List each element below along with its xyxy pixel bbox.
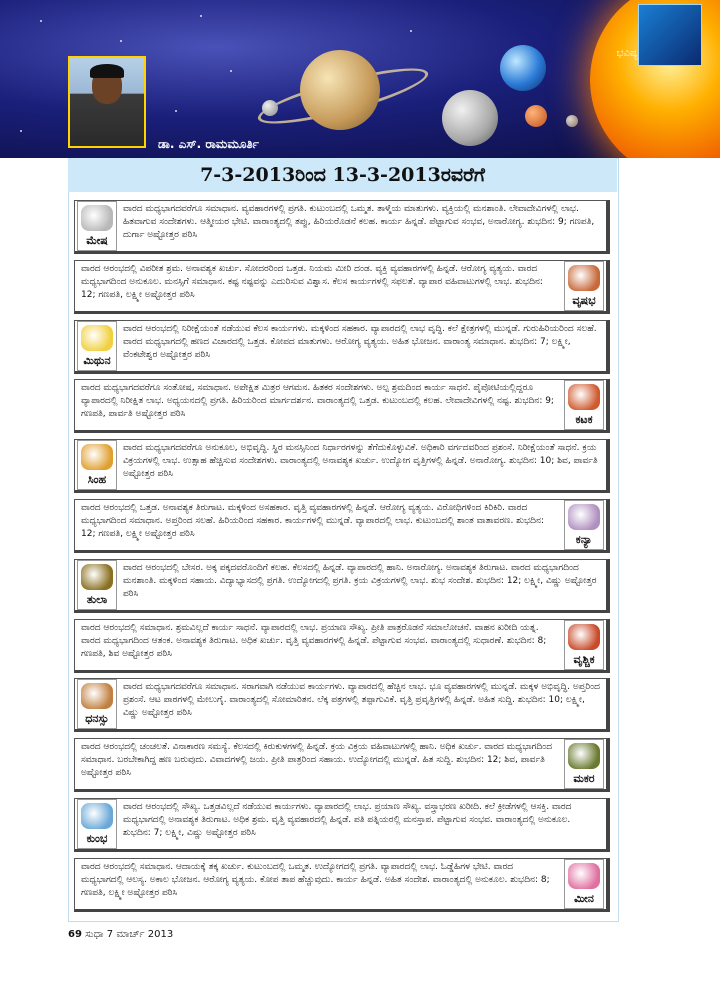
page-title: 7-3-2013ರಿಂದ 13-3-2013ರವರೆಗೆ bbox=[68, 158, 617, 192]
sign-icon-box bbox=[77, 679, 117, 729]
sign-forecast: ವಾರದ ಆರಂಭದಲ್ಲಿ ಚಂಚಲತೆ. ವಿನಾಕಾರಣ ಸಮಸ್ಯೆ. ಕೆಲಸದಲ್ಲಿ ಕಿರುಕುಳಗಳಲ್ಲಿ ಹಿನ್ನಡೆ. ಕ್ರಯ ವಿಕ್ರಯ ವಹಿವಾಟುಗಳಲ್ಲಿ ಹಾನಿ. ಅಧಿಕ ಖರ್ಚು. ವಾರದ ಮಧ್ಯಭಾಗದಿಂದ ಸಮಾಧಾನ. ಬರಬೇಕಾಗಿದ್ದ ಹಣ ಬರುವುದು. ವಿವಾದಗಳಲ್ಲಿ ಜಯ. ಪ್ರೀತಿ ಪಾತ್ರರಿಂದ ಸಹಾಯ. ಉದ್ಯೋಗದಲ್ಲಿ ಮುನ್ನಡೆ. ಹಿತ ಸುದ್ದಿ. ಶುಭದಿನ: 12; ಶಿವ, ಪಾರ್ವತಿ ಅಷ್ಟೋತ್ತರ ಪಠಿಸಿ bbox=[81, 742, 553, 779]
author-name: ಡಾ. ಎಸ್. ರಾಮಮೂರ್ತಿ bbox=[158, 137, 259, 151]
mars-planet bbox=[525, 105, 547, 127]
sign-name: ಮಿಥುನ bbox=[83, 353, 111, 367]
bull-icon bbox=[568, 265, 600, 291]
header-banner bbox=[0, 0, 720, 158]
star bbox=[200, 15, 202, 17]
sign-icon-box bbox=[564, 620, 604, 670]
avatar bbox=[70, 58, 144, 146]
star bbox=[230, 70, 232, 72]
horoscope-row bbox=[74, 559, 610, 613]
sign-icon-box bbox=[77, 201, 117, 251]
page-footer bbox=[68, 929, 173, 940]
star bbox=[410, 30, 412, 32]
sign-forecast: ವಾರದ ಆರಂಭದಲ್ಲಿ ವಿಪರೀತ ಶ್ರಮ. ಅನಾವಶ್ಯಕ ಖರ್ಚು. ಸೋದರರಿಂದ ಒತ್ತಡ. ನಿಯಮ ಮೀರಿ ದಂಡ. ವ್ಯಕ್ತಿ ವ್ಯವಹಾರಗಳಲ್ಲಿ ಹಿನ್ನಡೆ. ಆರೋಗ್ಯ ವ್ಯತ್ಯಯ. ವಾರದ ಮಧ್ಯಭಾಗದಿಂದ ಅನುಕೂಲ. ಮನಸ್ಸಿಗೆ ಸಮಾಧಾನ. ಕಷ್ಟ ನಷ್ಟವನ್ನು ಎದುರಿಸುವ ವಿಶ್ವಾಸ. ಕೆಲಸ ಕಾರ್ಯಗಳಲ್ಲಿ ಸಫಲತೆ. ವ್ಯಾಪಾರ ವಹಿವಾಟುಗಳಲ್ಲಿ ಲಾಭ. ಶುಭದಿನ: 12; ಗಣಪತಿ, ಲಕ್ಷ್ಮೀ ಅಷ್ಟೋತ್ತರ ಪಠಿಸಿ bbox=[81, 263, 543, 300]
star bbox=[20, 130, 22, 132]
sign-forecast: ವಾರದ ಮಧ್ಯಭಾಗದವರೆಗೂ ಸಮಾಧಾನ. ವ್ಯವಹಾರಗಳಲ್ಲಿ ಪ್ರಗತಿ. ಕುಟುಂಬದಲ್ಲಿ ಒಮ್ಮತ. ತಾಳ್ಮೆಯ ಮಾತುಗಳು. ವ್ಯಕ್ತಿಯಲ್ಲಿ ಮನಶಾಂತಿ. ಲೇವಾದೇವಿಗಳಲ್ಲಿ ಲಾಭ. ಹಿತವಾಗುವ ಸಂದೇಶಗಳು. ಆತ್ಮೀಯರ ಭೇಟಿ. ವಾರಾಂತ್ಯದಲ್ಲಿ ತಪ್ಪು, ಹಿರಿಯರೊಡನೆ ಕಲಹ. ಕಾರ್ಯ ಹಿನ್ನಡೆ. ಪೆಟ್ಟಾಗುವ ಸಂಭವ, ಅನಾರೋಗ್ಯ. ಶುಭದಿನ: 9; ಗಣಪತಿ, ದುರ್ಗಾ ಅಷ್ಟೋತ್ತರ ಪಠಿಸಿ bbox=[123, 204, 595, 240]
ram-icon bbox=[81, 205, 113, 231]
sign-icon-box bbox=[77, 321, 117, 371]
horoscope-row bbox=[74, 678, 610, 732]
horoscope-row bbox=[74, 499, 610, 553]
horoscope-row bbox=[74, 439, 610, 493]
issue-date: 7 ಮಾರ್ಚ್ 2013 bbox=[106, 929, 174, 940]
sign-name: ಕನ್ಯಾ bbox=[575, 533, 593, 546]
earth-planet bbox=[500, 45, 546, 91]
sign-name: ಸಿಂಹ bbox=[87, 473, 107, 487]
magazine-name: ಸುಧಾ bbox=[85, 929, 104, 940]
star bbox=[120, 40, 122, 42]
sign-forecast: ವಾರದ ಆರಂಭದಲ್ಲಿ ನಿರೀಕ್ಷೆಯಂತೆ ನಡೆಯುವ ಕೆಲಸ ಕಾರ್ಯಗಳು. ಮಕ್ಕಳಿಂದ ಸಹಕಾರ. ವ್ಯಾಪಾರದಲ್ಲಿ ಲಾಭ ವೃದ್ಧಿ. ಕಲೆ ಕ್ಷೇತ್ರಗಳಲ್ಲಿ ಮುನ್ನಡೆ. ಗುರುಹಿರಿಯರಿಂದ ಸಲಹೆ. ವಾರದ ಮಧ್ಯಭಾಗದಲ್ಲಿ ಹಣದ ವಿಚಾರದಲ್ಲಿ ಒತ್ತಡ. ಕೋಪದ ಮಾತುಗಳು. ಆರೋಗ್ಯ ವ್ಯತ್ಯಯ. ಅಹಿತ ಭೋಜನ. ವಾರಾಂತ್ಯ ಸಮಾಧಾನ. ಶುಭದಿನ: 7; ಲಕ್ಷ್ಮೀ, ವೆಂಕಟೇಶ್ವರ ಅಷ್ಟೋತ್ತರ ಪಠಿಸಿ bbox=[123, 323, 597, 360]
sign-icon-box bbox=[77, 560, 117, 610]
sign-icon-box bbox=[564, 380, 604, 430]
sign-icon-box bbox=[564, 500, 604, 550]
horoscope-row bbox=[74, 320, 610, 374]
sign-name: ಕಟಕ bbox=[575, 413, 593, 427]
horoscope-row bbox=[74, 798, 610, 852]
fish-icon bbox=[568, 863, 600, 889]
sign-name: ವೃಷಭ bbox=[572, 293, 596, 307]
horoscope-row bbox=[74, 200, 610, 254]
author-hair bbox=[90, 64, 124, 78]
horoscope-row bbox=[74, 619, 610, 673]
star bbox=[175, 110, 177, 112]
section-label: ಭವಿಷ್ಯ bbox=[616, 48, 638, 59]
sign-forecast: ವಾರದ ಆರಂಭದಲ್ಲಿ ಬೇಸರ. ಅಕ್ಕ ಪಕ್ಕದವರೊಂದಿಗೆ ಕಲಹ. ಕೆಲಸದಲ್ಲಿ ಹಿನ್ನಡೆ. ವ್ಯಾಪಾರದಲ್ಲಿ ಹಾನಿ. ಅನಾರೋಗ್ಯ. ಅನಾವಶ್ಯಕ ತಿರುಗಾಟ. ವಾರದ ಮಧ್ಯಭಾಗದಿಂದ ಮನಶಾಂತಿ. ಮಕ್ಕಳಿಂದ ಸಹಾಯ. ವಿದ್ಯಾಭ್ಯಾಸದಲ್ಲಿ ಪ್ರಗತಿ. ಉದ್ಯೋಗದಲ್ಲಿ ಪ್ರಗತಿ. ಕ್ರಯ ವಿಕ್ರಯಗಳಲ್ಲಿ ಲಾಭ. ಶುಭ ಸಂದೇಶ. ಶುಭದಿನ: 12; ಲಕ್ಷ್ಮೀ, ವಿಷ್ಣು ಅಷ್ಟೋತ್ತರ ಪಠಿಸಿ bbox=[123, 562, 597, 599]
sign-forecast: ವಾರದ ಮಧ್ಯಭಾಗದವರೆಗೂ ಸಮಾಧಾನ. ಸರಾಗವಾಗಿ ನಡೆಯುವ ಕಾರ್ಯಗಳು. ವ್ಯಾಪಾರದಲ್ಲಿ ಹೆಚ್ಚಿನ ಲಾಭ. ಭೂ ವ್ಯವಹಾರಗಳಲ್ಲಿ ಮುನ್ನಡೆ. ಮಕ್ಕಳ ಅಭಿವೃದ್ಧಿ. ಅಪ್ತರಿಂದ ಪ್ರಶಂಸೆ. ಆಟ ಪಾಠಗಳಲ್ಲಿ ಮೇಲುಗೈ. ವಾರಾಂತ್ಯದಲ್ಲಿ ಸೋಮಾರಿತನ. ಲೆಕ್ಕ ಪತ್ರಗಳಲ್ಲಿ ತಪ್ಪಾಗುವಿಕೆ. ವೃತ್ತಿ ಪ್ರವೃತ್ತಿಗಳಲ್ಲಿ ಹಿನ್ನಡೆ. ಅಹಿತ ಸುದ್ದಿ. ಶುಭದಿನ: 10; ಲಕ್ಷ್ಮೀ, ವಿಷ್ಣು ಅಷ್ಟೋತ್ತರ ಪಠಿಸಿ bbox=[123, 682, 600, 719]
grey-planet bbox=[442, 90, 498, 146]
horoscope-row bbox=[74, 738, 610, 792]
sign-name: ಕುಂಭ bbox=[86, 832, 108, 845]
scorpion-icon bbox=[568, 624, 600, 650]
sign-forecast: ವಾರದ ಆರಂಭದಲ್ಲಿ ಸಮಾಧಾನ. ಶ್ರಮವಿಲ್ಲದೆ ಕಾರ್ಯ ಸಾಧನೆ. ವ್ಯಾಪಾರದಲ್ಲಿ ಲಾಭ. ಪ್ರಯಾಣ ಸೌಖ್ಯ. ಪ್ರೀತಿ ಪಾತ್ರರೊಡನೆ ಸಮಾಲೋಚನೆ. ವಾಹನ ಖರೀದಿ ಯತ್ನ. ವಾರದ ಮಧ್ಯಭಾಗದಿಂದ ಆತಂಕ. ಅನಾವಶ್ಯಕ ತಿರುಗಾಟ. ಅಧಿಕ ಖರ್ಚು. ವೃತ್ತಿ ವ್ಯವಹಾರಗಳಲ್ಲಿ ಹಿನ್ನಡೆ. ಪೆಟ್ಟಾಗುವ ಸಂಭವ. ವಾರಾಂತ್ಯದಲ್ಲಿ ಸುಧಾರಣೆ. ಶುಭದಿನ: 8; ಗಣಪತಿ, ಶಿವ ಅಷ್ಟೋತ್ತರ ಪಠಿಸಿ bbox=[81, 622, 547, 659]
moon-planet bbox=[262, 100, 278, 116]
sign-forecast: ವಾರದ ಮಧ್ಯಭಾಗದವರೆಗೂ ಅನುಕೂಲ, ಅಭಿವೃದ್ಧಿ. ಸ್ಥಿರ ಮನಸ್ಸಿನಿಂದ ನಿರ್ಧಾರಗಳನ್ನು ತೆಗೆದುಕೊಳ್ಳುವಿಕೆ. ಅಧಿಕಾರಿ ವರ್ಗದವರಿಂದ ಪ್ರಶಂಸೆ. ನಿರೀಕ್ಷೆಯಂತೆ ಸಾಧನೆ. ಕ್ರಯ ವಿಕ್ರಯಗಳಲ್ಲಿ ಲಾಭ. ಉತ್ಸಾಹ ಹೆಚ್ಚಿಸುವ ಸಂದೇಶಗಳು. ವಾರಾಂತ್ಯದಲ್ಲಿ ಅನಾವಶ್ಯಕ ಖರ್ಚು. ಉದ್ಯೋಗ ವೃತ್ತಿಗಳಲ್ಲಿ ಹಿನ್ನಡೆ. ಅನಾರೋಗ್ಯ. ಶುಭದಿನ: 10; ಶಿವ, ಪಾರ್ವತಿ ಅಷ್ಟೋತ್ತರ ಪಠಿಸಿ bbox=[123, 443, 598, 480]
horoscope-row bbox=[74, 260, 610, 314]
horoscope-row bbox=[74, 858, 610, 912]
horoscope-row bbox=[74, 379, 610, 433]
saturn-planet bbox=[300, 50, 380, 130]
author-photo bbox=[68, 56, 146, 148]
scales-icon bbox=[81, 564, 113, 590]
page-number: 69 bbox=[68, 929, 82, 940]
star bbox=[40, 20, 42, 22]
maiden-icon bbox=[568, 504, 600, 530]
twins-icon bbox=[81, 325, 113, 351]
sign-name: ತುಲಾ bbox=[86, 592, 108, 606]
sign-forecast: ವಾರದ ಆರಂಭದಲ್ಲಿ ಸೌಖ್ಯ. ಒತ್ತಡವಿಲ್ಲದೆ ನಡೆಯುವ ಕಾರ್ಯಗಳು. ವ್ಯಾಪಾರದಲ್ಲಿ ಲಾಭ. ಪ್ರಯಾಣ ಸೌಖ್ಯ. ವಸ್ತ್ರಾಭರಣ ಖರೀದಿ. ಕಲೆ ಕ್ರೀಡೆಗಳಲ್ಲಿ ಆಸಕ್ತಿ. ವಾರದ ಮಧ್ಯಭಾಗದಲ್ಲಿ ಅನಾವಶ್ಯಕ ತಿರುಗಾಟ. ಅಧಿಕ ಶ್ರಮ. ವೃತ್ತಿ ವ್ಯವಹಾರದಲ್ಲಿ ಹಿನ್ನಡೆ. ಪತಿ ಪತ್ನಿಯರಲ್ಲಿ ಮನಸ್ತಾಪ. ಪೆಟ್ಟಾಗುವ ಸಂಭವ. ವಾರಾಂತ್ಯದಲ್ಲಿ ಅನುಕೂಲ. ಶುಭದಿನ: 7; ಲಕ್ಷ್ಮೀ, ವಿಷ್ಣು ಅಷ್ಟೋತ್ತರ ಪಠಿಸಿ bbox=[123, 802, 572, 838]
sign-forecast: ವಾರದ ಮಧ್ಯಭಾಗದವರೆಗೂ ಸಂತೋಷ, ಸಮಾಧಾನ. ಅಪೇಕ್ಷಿತ ಮಿತ್ರರ ಆಗಮನ. ಹಿತಕರ ಸಂದೇಶಗಳು. ಅಲ್ಪ ಶ್ರಮದಿಂದ ಕಾರ್ಯ ಸಾಧನೆ. ಪೈಪೋಟಿಯಲ್ಲಿದ್ದರೂ ವ್ಯಾಪಾರದಲ್ಲಿ ನಿರೀಕ್ಷಿತ ಲಾಭ. ಅಧ್ಯಯನದಲ್ಲಿ ಪ್ರಗತಿ. ಹಿರಿಯರಿಂದ ಮಾರ್ಗದರ್ಶನ. ವಾರಾಂತ್ಯದಲ್ಲಿ ಒತ್ತಡ. ಕುಟುಂಬದಲ್ಲಿ ಕಲಹ. ಲೇವಾದೇವಿಗಳಲ್ಲಿ ನಷ್ಟ. ಶುಭದಿನ: 9; ಗಣಪತಿ, ಪಾರ್ವತಿ ಅಷ್ಟೋತ್ತರ ಪಠಿಸಿ bbox=[81, 383, 554, 420]
water-bearer-icon bbox=[81, 803, 113, 829]
crocodile-icon bbox=[568, 743, 600, 769]
sign-icon-box bbox=[77, 440, 117, 490]
sign-name: ಮೇಷ bbox=[86, 234, 108, 247]
sign-name: ಮಕರ bbox=[573, 772, 595, 786]
sign-forecast: ವಾರದ ಆರಂಭದಲ್ಲಿ ಒತ್ತಡ. ಅನಾವಶ್ಯಕ ತಿರುಗಾಟ. ಮಕ್ಕಳಿಂದ ಅಸಹಕಾರ. ವೃತ್ತಿ ವ್ಯವಹಾರಗಳಲ್ಲಿ ಹಿನ್ನಡೆ. ಆರೋಗ್ಯ ವ್ಯತ್ಯಯ. ವಿರೋಧಿಗಳಿಂದ ಕಿರಿಕಿರಿ. ವಾರದ ಮಧ್ಯಭಾಗದಿಂದ ಸಮಾಧಾನ. ಅಪ್ತರಿಂದ ಸಲಹೆ. ಹಿರಿಯರಿಂದ ಸಹಕಾರ. ಕಾರ್ಯಗಳಲ್ಲಿ ಮುನ್ನಡೆ. ವ್ಯಾಪಾರದಲ್ಲಿ ಲಾಭ. ಕುಟುಂಬದಲ್ಲಿ ಶಾಂತ ವಾತಾವರಣ. ಶುಭದಿನ: 12; ಗಣಪತಿ, ಲಕ್ಷ್ಮೀ ಅಷ್ಟೋತ್ತರ ಪಠಿಸಿ bbox=[81, 503, 544, 539]
archer-icon bbox=[81, 683, 113, 709]
lion-icon bbox=[81, 444, 113, 470]
sign-name: ಧನಸ್ಸು bbox=[85, 712, 109, 726]
sign-icon-box bbox=[564, 261, 604, 311]
sign-name: ಮೀನ bbox=[574, 891, 594, 905]
sign-icon-box bbox=[564, 739, 604, 789]
sign-name: ವೃಶ್ಚಿಕ bbox=[573, 652, 595, 666]
section-logo bbox=[638, 4, 702, 66]
sign-icon-box bbox=[564, 859, 604, 909]
crab-icon bbox=[568, 384, 600, 410]
small-planet bbox=[566, 115, 578, 127]
sign-forecast: ವಾರದ ಆರಂಭದಲ್ಲಿ ಸಮಾಧಾನ. ಆದಾಯಕ್ಕೆ ತಕ್ಕ ಖರ್ಚು. ಕುಟುಂಬದಲ್ಲಿ ಒಮ್ಮತ. ಉದ್ಯೋಗದಲ್ಲಿ ಪ್ರಗತಿ. ವ್ಯಾಪಾರದಲ್ಲಿ ಲಾಭ. ಓಡ್ಡೆಹಿಗಳ ಭೇಟಿ. ವಾರದ ಮಧ್ಯಭಾಗದಲ್ಲಿ ಆಲಸ್ಯ. ಅಕಾಲ ಭೋಜನ. ಆರೋಗ್ಯ ವ್ಯತ್ಯಯ. ಕೋಪ ತಾಪ ಹೆಚ್ಚುವುದು. ಕಾರ್ಯ ಹಿನ್ನಡೆ. ಅಹಿತ ಸಂದೇಶ. ವಾರಾಂತ್ಯದಲ್ಲಿ ಅನುಕೂಲ. ಶುಭದಿನ: 8; ಗಣಪತಿ, ಲಕ್ಷ್ಮೀ ಅಷ್ಟೋತ್ತರ ಪಠಿಸಿ bbox=[81, 861, 550, 898]
sign-icon-box bbox=[77, 799, 117, 849]
